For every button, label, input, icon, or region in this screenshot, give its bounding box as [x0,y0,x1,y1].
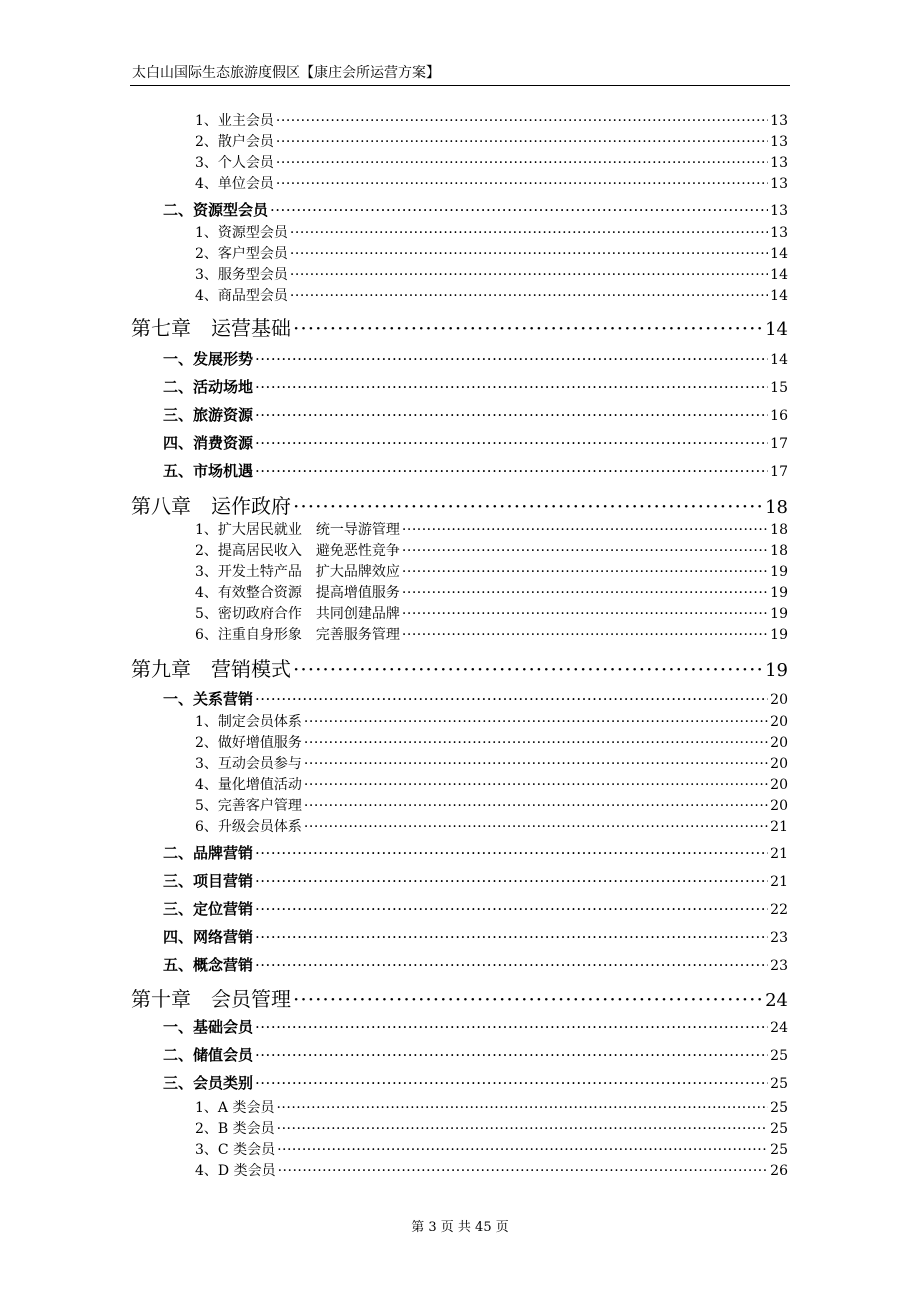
dot-leader [255,378,768,396]
toc-page-number: 14 [770,267,788,283]
toc-entry-label: 一、基础会员 [163,1018,254,1036]
toc-entry-label: 第九章 营销模式 [131,657,291,681]
toc-chapter-entry[interactable] [131,312,788,340]
dot-leader [276,134,768,150]
dot-leader [255,690,768,708]
toc-entry-label: 2、B 类会员 [195,1121,275,1137]
dot-leader [276,113,768,129]
dot-leader [255,844,768,862]
dot-leader [293,494,763,518]
toc-entry[interactable] [195,110,788,131]
dot-leader [255,350,768,368]
toc-entry-label: 4、量化增值活动 [195,777,302,793]
toc-page-number: 25 [770,1100,788,1116]
toc-entry-label: 1、制定会员体系 [195,714,302,730]
toc-entry-label: 2、客户型会员 [195,246,288,262]
toc-page-number: 25 [770,1121,788,1137]
toc-page-number: 21 [770,874,788,890]
dot-leader [255,1018,768,1036]
toc-entry[interactable] [195,582,788,603]
dot-leader [276,1100,768,1116]
toc-entry-label: 3、互动会员参与 [195,756,302,772]
dot-leader [290,225,768,241]
toc-entry-label: 2、提高居民收入 避免恶性竞争 [195,543,400,559]
toc-entry[interactable] [163,348,788,370]
toc-page-number: 24 [770,1020,788,1036]
toc-entry[interactable] [163,842,788,864]
toc-page-number: 20 [770,714,788,730]
toc-entry[interactable] [195,1139,788,1160]
toc-chapter-entry[interactable] [131,983,788,1011]
toc-page-number: 14 [765,319,788,340]
toc-page-number: 17 [770,436,788,452]
toc-entry-label: 一、发展形势 [163,350,254,368]
toc-entry-label: 第十章 会员管理 [131,987,291,1011]
toc-page-number: 20 [770,798,788,814]
toc-entry[interactable] [195,264,788,285]
dot-leader [276,176,768,192]
toc-entry[interactable] [163,898,788,920]
toc-entry[interactable] [195,243,788,264]
toc-page-number: 20 [770,756,788,772]
toc-entry[interactable] [163,870,788,892]
toc-entry[interactable] [163,404,788,426]
toc-entry[interactable] [195,624,788,645]
toc-page-number: 15 [770,380,788,396]
dot-leader [278,1163,769,1179]
dot-leader [277,1121,769,1137]
dot-leader [255,462,768,480]
toc-page-number: 19 [770,606,788,622]
dot-leader [304,714,768,730]
toc-page-number: 18 [770,522,788,538]
toc-chapter-entry[interactable] [131,653,788,681]
toc-entry-label: 二、资源型会员 [163,201,269,219]
toc-entry-label: 1、A 类会员 [195,1100,275,1116]
toc-entry-label: 三、定位营销 [163,900,254,918]
toc-entry-label: 三、旅游资源 [163,406,254,424]
toc-page-number: 21 [770,819,788,835]
toc-entry[interactable] [195,152,788,173]
toc-page-number: 20 [770,777,788,793]
toc-page-number: 18 [770,543,788,559]
toc-entry-label: 五、市场机遇 [163,462,254,480]
toc-page-number: 13 [770,113,788,129]
toc-entry-label: 三、会员类别 [163,1074,254,1092]
toc-entry-label: 4、D 类会员 [195,1163,276,1179]
toc-entry-label: 四、消费资源 [163,434,254,452]
toc-entry[interactable] [195,519,788,540]
toc-page-number: 13 [770,203,788,219]
toc-page-number: 18 [765,497,788,518]
toc-entry-label: 4、单位会员 [195,176,274,192]
dot-leader [255,928,768,946]
toc-entry-label: 5、密切政府合作 共同创建品牌 [195,606,400,622]
toc-page-number: 25 [770,1076,788,1092]
toc-entry-label: 一、关系营销 [163,690,254,708]
dot-leader [304,756,768,772]
toc-entry-label: 五、概念营销 [163,956,254,974]
dot-leader [293,657,763,681]
dot-leader [402,627,768,643]
toc-entry[interactable] [195,753,788,774]
dot-leader [255,956,768,974]
toc-entry-label: 1、业主会员 [195,113,274,129]
dot-leader [304,798,768,814]
toc-page-number: 21 [770,846,788,862]
dot-leader [255,1046,768,1064]
toc-entry-label: 5、完善客户管理 [195,798,302,814]
toc-entry[interactable] [195,222,788,243]
toc-page-number: 14 [770,352,788,368]
dot-leader [402,543,768,559]
toc-chapter-entry[interactable] [131,490,788,518]
dot-leader [255,406,768,424]
dot-leader [304,777,768,793]
toc-page-number: 22 [770,902,788,918]
toc-entry[interactable] [195,173,788,194]
toc-entry[interactable] [163,199,788,221]
toc-page-number: 20 [770,735,788,751]
toc-entry-label: 三、项目营销 [163,872,254,890]
toc-entry[interactable] [195,774,788,795]
toc-entry-label: 3、C 类会员 [195,1142,276,1158]
page-footer: 第 3 页 共 45 页 [411,1220,509,1235]
toc-entry-label: 6、注重自身形象 完善服务管理 [195,627,400,643]
toc-entry[interactable] [163,1044,788,1066]
toc-entry[interactable] [195,561,788,582]
dot-leader [290,246,768,262]
toc-page-number: 14 [770,246,788,262]
toc-page-number: 16 [770,408,788,424]
toc-entry-label: 4、商品型会员 [195,288,288,304]
toc-entry-label: 1、扩大居民就业 统一导游管理 [195,522,400,538]
toc-entry[interactable] [195,131,788,152]
toc-page-number: 24 [765,990,788,1011]
dot-leader [255,872,768,890]
toc-page-number: 19 [770,627,788,643]
toc-entry-label: 第七章 运营基础 [131,316,291,340]
dot-leader [402,522,768,538]
toc-entry[interactable] [195,1097,788,1118]
dot-leader [402,585,768,601]
toc-entry-label: 2、散户会员 [195,134,274,150]
toc-page-number: 19 [770,564,788,580]
toc-entry-label: 3、个人会员 [195,155,274,171]
toc-entry[interactable] [163,376,788,398]
document-title: 太白山国际生态旅游度假区【康庄会所运营方案】 [132,65,440,81]
dot-leader [293,987,763,1011]
toc-page-number: 13 [770,176,788,192]
dot-leader [255,900,768,918]
toc-entry-label: 1、资源型会员 [195,225,288,241]
toc-entry[interactable] [163,926,788,948]
toc-page-number: 26 [770,1163,788,1179]
toc-page-number: 13 [770,134,788,150]
dot-leader [402,564,768,580]
dot-leader [402,606,768,622]
toc-page-number: 25 [770,1142,788,1158]
dot-leader [304,735,768,751]
toc-entry[interactable] [163,688,788,710]
dot-leader [277,1142,768,1158]
toc-entry-label: 3、开发土特产品 扩大品牌效应 [195,564,400,580]
toc-entry-label: 二、品牌营销 [163,844,254,862]
dot-leader [290,267,768,283]
toc-page-number: 23 [770,930,788,946]
toc-entry[interactable] [163,954,788,976]
toc-page-number: 23 [770,958,788,974]
toc-entry[interactable] [195,816,788,837]
toc-entry[interactable] [163,1016,788,1038]
toc-page-number: 20 [770,692,788,708]
dot-leader [255,434,768,452]
toc-entry[interactable] [195,285,788,306]
dot-leader [290,288,768,304]
toc-entry-label: 四、网络营销 [163,928,254,946]
toc-entry-label: 4、有效整合资源 提高增值服务 [195,585,400,601]
toc-entry[interactable] [163,460,788,482]
toc-entry-label: 6、升级会员体系 [195,819,302,835]
dot-leader [276,155,768,171]
toc-entry[interactable] [163,1072,788,1094]
toc-entry[interactable] [195,711,788,732]
toc-entry[interactable] [195,540,788,561]
toc-entry[interactable] [195,603,788,624]
dot-leader [255,1074,768,1092]
dot-leader [270,201,768,219]
toc-entry-label: 3、服务型会员 [195,267,288,283]
toc-page-number: 19 [770,585,788,601]
toc-entry[interactable] [195,732,788,753]
toc-page-number: 25 [770,1048,788,1064]
toc-entry-label: 2、做好增值服务 [195,735,302,751]
toc-page-number: 13 [770,155,788,171]
toc-entry-label: 二、活动场地 [163,378,254,396]
toc-entry-label: 第八章 运作政府 [131,494,291,518]
toc-entry[interactable] [195,1118,788,1139]
toc-page-number: 17 [770,464,788,480]
toc-entry[interactable] [195,1160,788,1181]
toc-page-number: 13 [770,225,788,241]
toc-entry-label: 二、储值会员 [163,1046,254,1064]
toc-entry[interactable] [195,795,788,816]
dot-leader [304,819,768,835]
toc-page-number: 19 [765,660,788,681]
toc-entry[interactable] [163,432,788,454]
dot-leader [293,316,763,340]
toc-page-number: 14 [770,288,788,304]
